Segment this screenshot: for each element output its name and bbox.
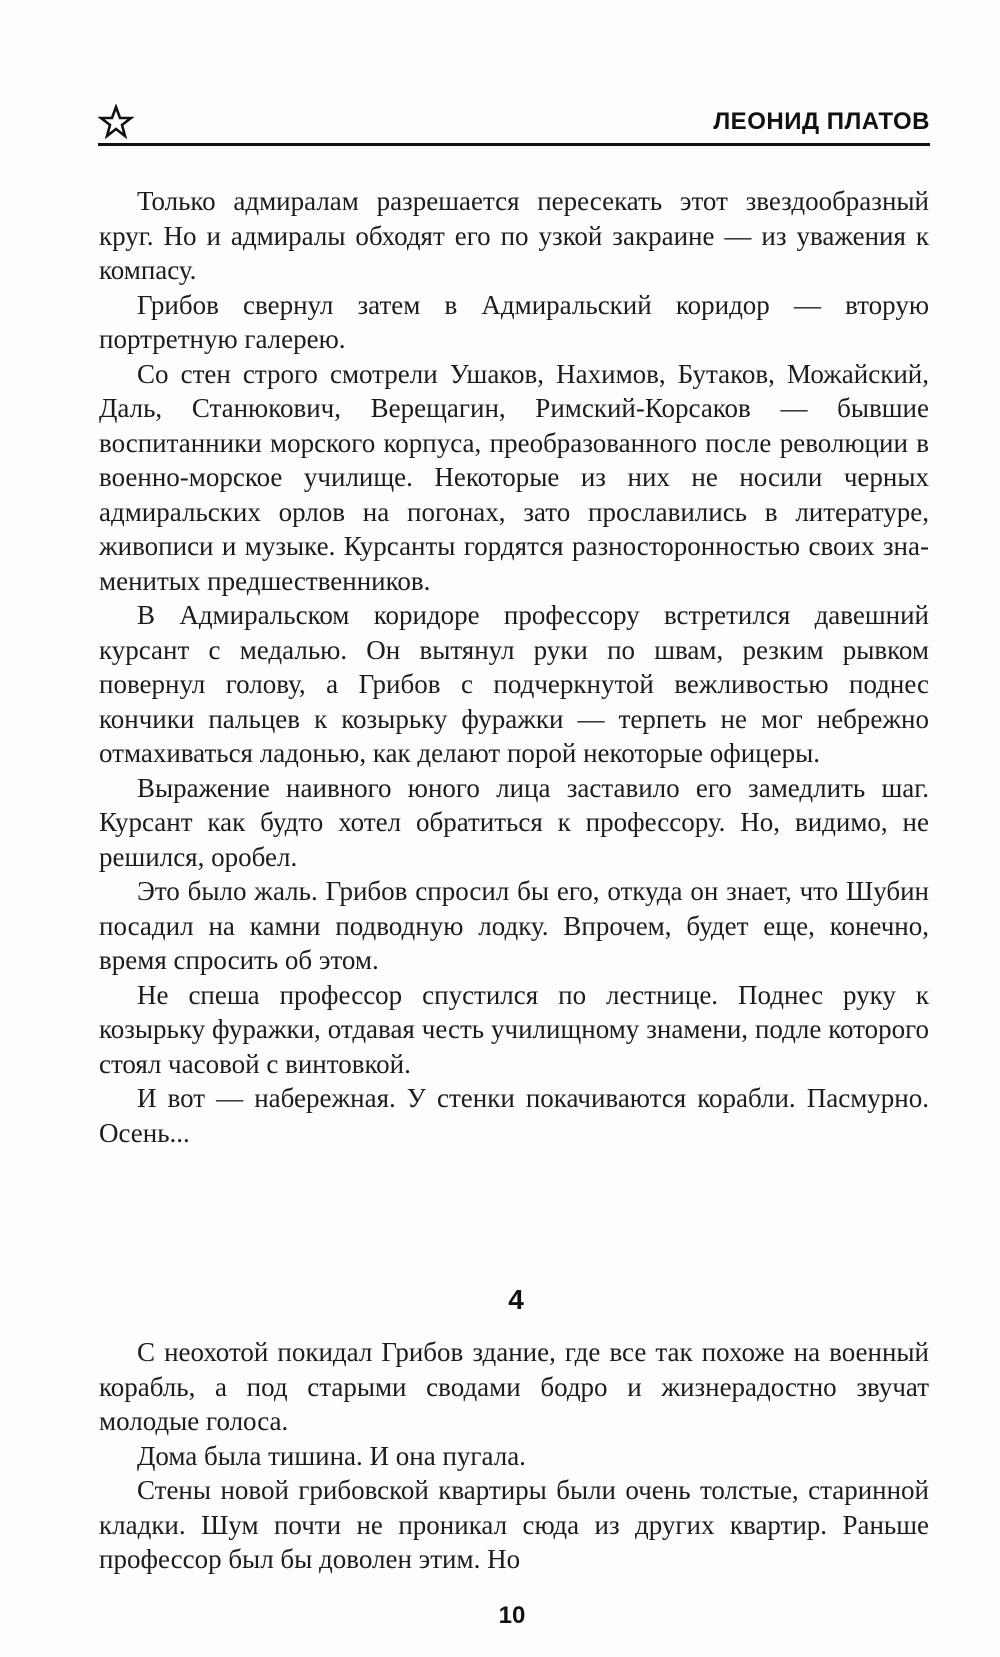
page-number [0, 1602, 1000, 1630]
paragraph: Выражение наивного юного лица заставило его замедлить шаг. Курсант как будто хотел обратиться к профессору. Но, видимо, не решился, оробел. [99, 772, 929, 872]
paragraph: Стены новой грибовской квартиры были очень толстые, старинной кладки. Шум почти не проникал сюда из других квартир. Раньше профессор был бы доволен этим. Но [99, 1475, 929, 1574]
paragraph: Не спеша профессор спустился по лестнице. Поднес руку к козырьку фуражки, отдавая честь училищному знамени, подле которого стоял часовой с винтовкой. [99, 979, 929, 1079]
chapter-heading [0, 1284, 1000, 1316]
star-outline-icon [98, 104, 134, 140]
body-text-section-1 [99, 184, 929, 1150]
paragraph: В Адмиральском коридоре профессору встретился давешний курсант с медалью. Он вытянул руки по швам, резким рывком повернул голову, а Грибов с подчеркнутой вежливостью поднес кончики пальцев к козырьку фуражки — терпеть не мог небрежно отмахиваться ладонью, как делают порой некоторые офицеры. [99, 600, 929, 768]
running-header [98, 100, 930, 148]
chapter-number: 4 [508, 1284, 524, 1315]
paragraph: Только адмиралам разрешается пересекать этот звездообразный круг. Но и адмиралы обходят его по узкой закраине — из уважения к компасу. [99, 186, 929, 285]
body-text-section-2 [99, 1335, 929, 1577]
paragraph: И вот — набережная. У стенки покачиваются корабли. Пасмурно. Осень... [99, 1083, 929, 1148]
page-number-text: 10 [498, 1602, 526, 1629]
paragraph: С неохотой покидал Грибов здание, где все так похоже на военный корабль, а под старыми сводами бодро и жизнерадостно звучат молодые голоса. [99, 1337, 929, 1436]
paragraph: Это было жаль. Грибов спросил бы его, откуда он знает, что Шубин посадил на камни подводную лодку. Впрочем, будет еще, конечно, время спросить об этом. [99, 876, 929, 975]
author-name: ЛЕОНИД ПЛАТОВ [713, 108, 930, 135]
paragraph: Дома была тишина. И она пугала. [137, 1440, 526, 1471]
header-divider [98, 143, 930, 146]
paragraph: Со стен строго смотрели Ушаков, Нахимов, Бутаков, Можайский, Даль, Станюкович, Верещагин, Римский-Корсаков — бывшие воспитанники морского корпуса, преобразованного после революции в военно-морское училище. Некоторые из них не носили черных адмиральских орлов на погонах, зато прославились в литературе, живописи и музыке. Курсанты гордятся разносторонностью своих знаменитых предшественников. [99, 358, 929, 596]
paragraph: Грибов свернул затем в Адмиральский коридор — вторую портретную галерею. [99, 289, 929, 354]
